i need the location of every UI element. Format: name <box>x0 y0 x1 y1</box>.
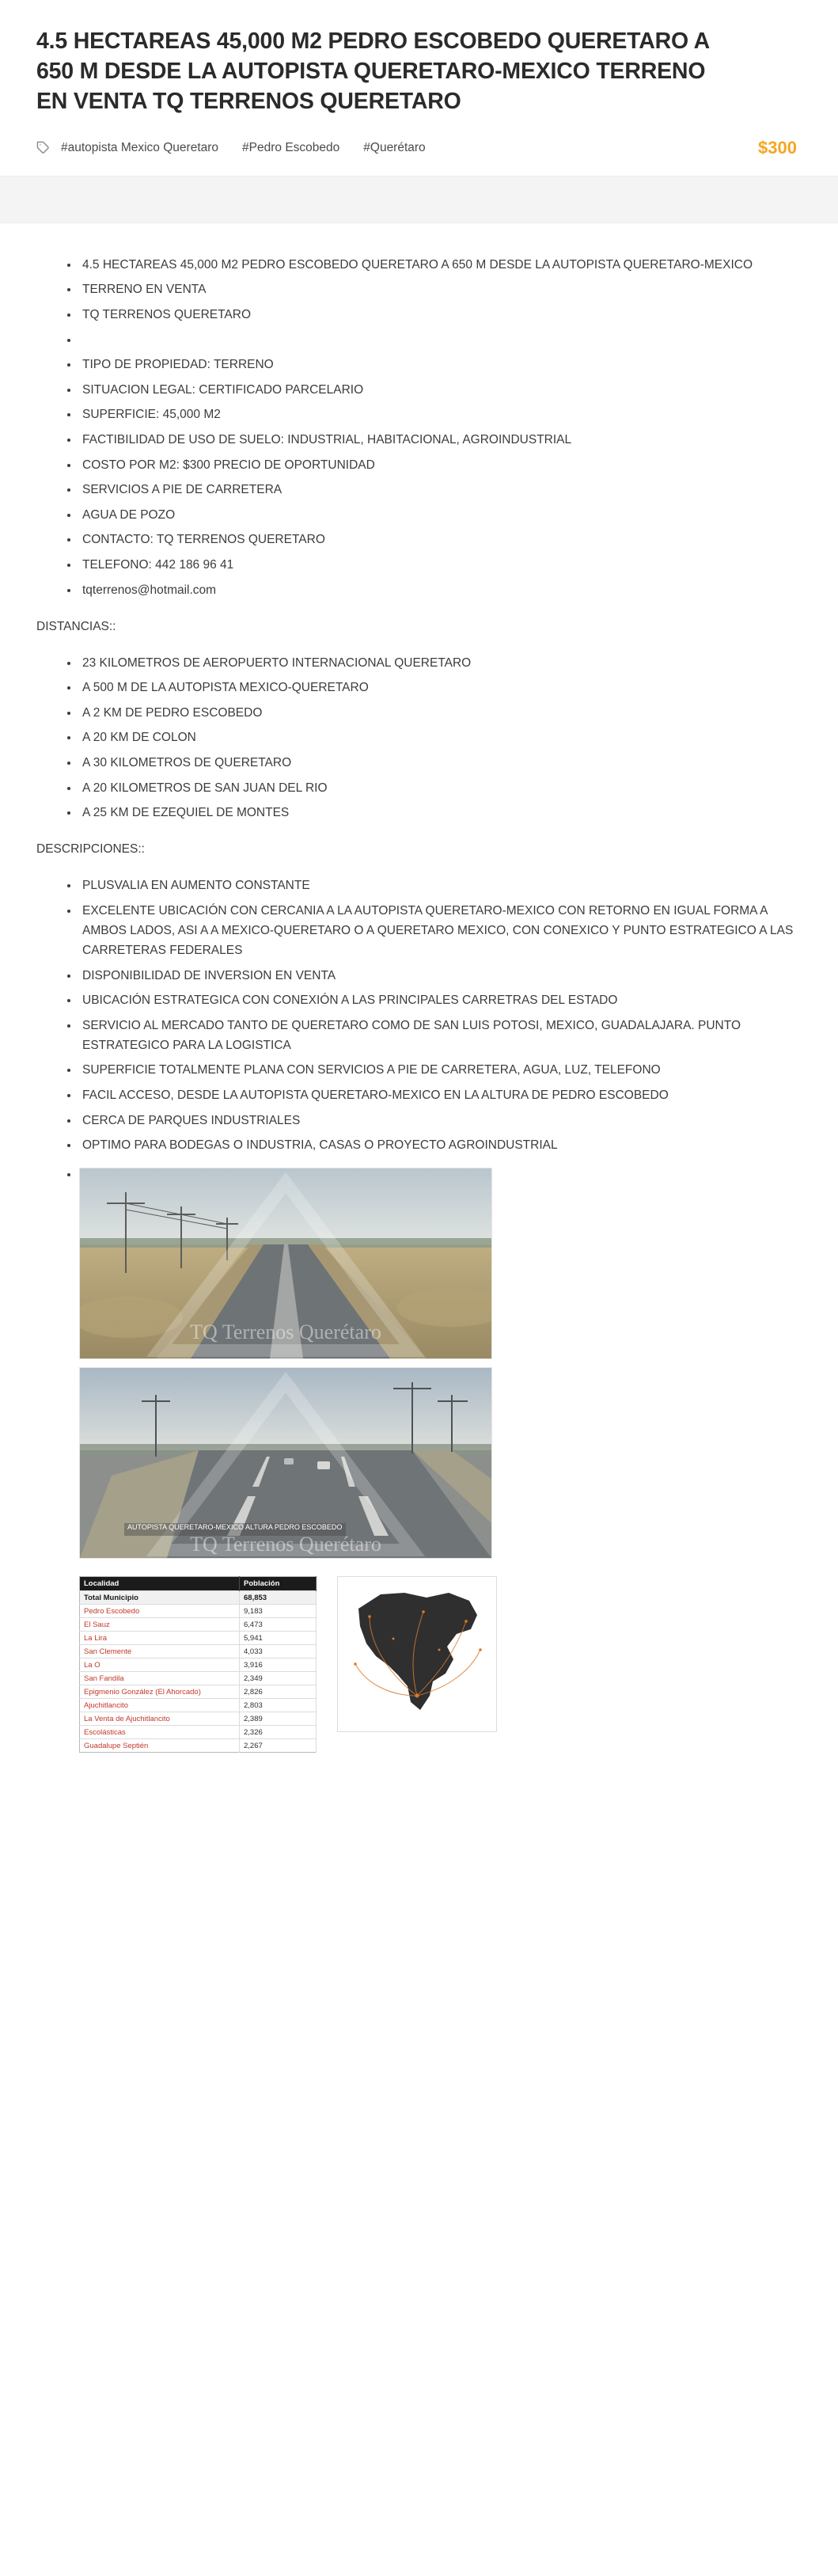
cell-localidad: San Fandila <box>80 1672 240 1685</box>
features-list <box>36 255 802 600</box>
tag-pedro-escobedo[interactable]: #Pedro Escobedo <box>242 140 340 154</box>
list-item: • A 500 M DE LA AUTOPISTA MEXICO-QUERETARO <box>79 678 802 697</box>
population-table <box>79 1576 317 1753</box>
photo-caption: AUTOPISTA QUERETARO-MEXICO ALTURA PEDRO ESCOBEDO <box>127 1523 343 1532</box>
cell-localidad: Escolásticas <box>80 1726 240 1739</box>
list-item: • SUPERFICIE TOTALMENTE PLANA CON SERVICIOS A PIE DE CARRETERA, AGUA, LUZ, TELEFONO <box>79 1060 794 1080</box>
page-title: 4.5 HECTAREAS 45,000 M2 PEDRO ESCOBEDO QUERETARO A 650 M DESDE LA AUTOPISTA QUERETARO-MEXICO TERRENO EN VENTA TQ TERRENOS QUERETARO <box>36 28 709 114</box>
header-meta-row <box>36 138 802 158</box>
descriptions-heading: DESCRIPCIONES:: <box>36 842 145 857</box>
list-item: • COSTO POR M2: $300 PRECIO DE OPORTUNIDAD <box>79 455 802 475</box>
list-item: • SERVICIO AL MERCADO TANTO DE QUERETARO COMO DE SAN LUIS POTOSI, MEXICO, GUADALAJARA. PUNTO ESTRATEGICO PARA LA LOGISTICA <box>79 1016 794 1055</box>
north-america-map <box>337 1576 497 1732</box>
tag-icon <box>36 141 50 154</box>
tag-queretaro[interactable]: #Querétaro <box>363 140 426 154</box>
list-item: • EXCELENTE UBICACIÓN CON CERCANIA A LA AUTOPISTA QUERETARO-MEXICO CON RETORNO EN IGUAL FORMA A AMBOS LADOS, ASI A A MEXICO-QUERETARO O A QUERETARO MEXICO, CON CONEXICO Y PUNTO ESTRATEGICO A LAS CARRETERAS FEDERALES <box>79 901 794 960</box>
list-item: • SUPERFICIE: 45,000 M2 <box>79 405 802 424</box>
list-item-photos <box>79 1168 802 1559</box>
cell-localidad: Epigmenio González (El Ahorcado) <box>80 1685 240 1699</box>
column-poblacion: Población <box>240 1577 317 1591</box>
table-header-row <box>80 1577 317 1591</box>
table-row <box>80 1685 317 1699</box>
population-figure-row <box>36 1576 802 1753</box>
tag-autopista-mexico-queretaro[interactable]: #autopista Mexico Queretaro <box>61 140 219 154</box>
tag-list <box>36 141 426 155</box>
list-item: • TERRENO EN VENTA <box>79 279 802 299</box>
distances-list <box>36 653 802 823</box>
cell-poblacion: 68,853 <box>240 1591 317 1605</box>
cell-poblacion: 6,473 <box>240 1618 317 1632</box>
list-item-email: • tqterrenos@hotmail.com <box>79 580 802 600</box>
cell-poblacion: 2,803 <box>240 1699 317 1712</box>
list-item: • A 30 KILOMETROS DE QUERETARO <box>79 753 802 773</box>
list-item: • PLUSVALIA EN AUMENTO CONSTANTE <box>79 876 802 895</box>
photo-watermark: • TQ Terrenos Querétaro <box>190 1320 381 1344</box>
list-item: • TQ TERRENOS QUERETARO <box>79 305 802 325</box>
cell-poblacion: 2,326 <box>240 1726 317 1739</box>
table-row <box>80 1632 317 1645</box>
list-item: • TIPO DE PROPIEDAD: TERRENO <box>79 355 802 374</box>
list-item: • A 25 KM DE EZEQUIEL DE MONTES <box>79 803 802 823</box>
cell-poblacion: 9,183 <box>240 1605 317 1618</box>
list-item <box>79 330 802 350</box>
photo-road-rural <box>79 1168 492 1359</box>
table-row <box>80 1712 317 1726</box>
listing-body <box>0 223 838 1785</box>
cell-poblacion: 2,826 <box>240 1685 317 1699</box>
cell-poblacion: 2,349 <box>240 1672 317 1685</box>
cell-poblacion: 2,389 <box>240 1712 317 1726</box>
cell-localidad: Guadalupe Septién <box>80 1739 240 1753</box>
descriptions-list <box>36 876 802 1155</box>
table-row <box>80 1739 317 1753</box>
list-item: • 4.5 HECTAREAS 45,000 M2 PEDRO ESCOBEDO QUERETARO A 650 M DESDE LA AUTOPISTA QUERETARO-MEXICO <box>79 255 794 275</box>
cell-localidad: El Sauz <box>80 1618 240 1632</box>
list-item: • FACTIBILIDAD DE USO DE SUELO: INDUSTRIAL, HABITACIONAL, AGROINDUSTRIAL <box>79 430 794 450</box>
cell-localidad: Ajuchitlancito <box>80 1699 240 1712</box>
table-row <box>80 1726 317 1739</box>
cell-localidad: Total Municipio <box>80 1591 240 1605</box>
list-item: • DISPONIBILIDAD DE INVERSION EN VENTA <box>79 966 802 986</box>
list-item: • CERCA DE PARQUES INDUSTRIALES <box>79 1111 802 1130</box>
photo-highway <box>79 1367 492 1559</box>
photo-watermark: TQ Terrenos Querétaro <box>190 1533 381 1556</box>
list-item: • OPTIMO PARA BODEGAS O INDUSTRIA, CASAS O PROYECTO AGROINDUSTRIAL <box>79 1135 794 1155</box>
cell-poblacion: 4,033 <box>240 1645 317 1658</box>
table-row <box>80 1672 317 1685</box>
section-divider <box>0 176 838 223</box>
list-item: • A 2 KM DE PEDRO ESCOBEDO <box>79 703 802 723</box>
table-row <box>80 1699 317 1712</box>
list-item: • A 20 KILOMETROS DE SAN JUAN DEL RIO <box>79 778 802 798</box>
table-row <box>80 1618 317 1632</box>
price-label: $300 <box>758 137 797 158</box>
cell-poblacion: 2,267 <box>240 1739 317 1753</box>
cell-poblacion: 5,941 <box>240 1632 317 1645</box>
column-localidad: Localidad <box>80 1577 240 1591</box>
list-item: • SERVICIOS A PIE DE CARRETERA <box>79 480 802 500</box>
distances-heading: DISTANCIAS:: <box>36 619 116 633</box>
cell-localidad: San Clemente <box>80 1645 240 1658</box>
list-item: • SITUACION LEGAL: CERTIFICADO PARCELARIO <box>79 380 802 400</box>
listing-header <box>0 0 838 176</box>
list-item: • FACIL ACCESO, DESDE LA AUTOPISTA QUERETARO-MEXICO EN LA ALTURA DE PEDRO ESCOBEDO <box>79 1085 794 1105</box>
table-row <box>80 1645 317 1658</box>
list-item: • A 20 KM DE COLON <box>79 728 802 747</box>
table-row <box>80 1591 317 1605</box>
table-row <box>80 1658 317 1672</box>
photo-list <box>36 1168 802 1559</box>
list-item: • CONTACTO: TQ TERRENOS QUERETARO <box>79 530 802 549</box>
list-item: • AGUA DE POZO <box>79 505 802 525</box>
list-item: • TELEFONO: 442 186 96 41 <box>79 555 802 575</box>
cell-localidad: Pedro Escobedo <box>80 1605 240 1618</box>
list-item: • 23 KILOMETROS DE AEROPUERTO INTERNACIONAL QUERETARO <box>79 653 802 673</box>
list-item: • UBICACIÓN ESTRATEGICA CON CONEXIÓN A LAS PRINCIPALES CARRETRAS DEL ESTADO <box>79 990 794 1010</box>
cell-localidad: La Lira <box>80 1632 240 1645</box>
cell-localidad: La O <box>80 1658 240 1672</box>
cell-localidad: La Venta de Ajuchitlancito <box>80 1712 240 1726</box>
table-row <box>80 1605 317 1618</box>
cell-poblacion: 3,916 <box>240 1658 317 1672</box>
